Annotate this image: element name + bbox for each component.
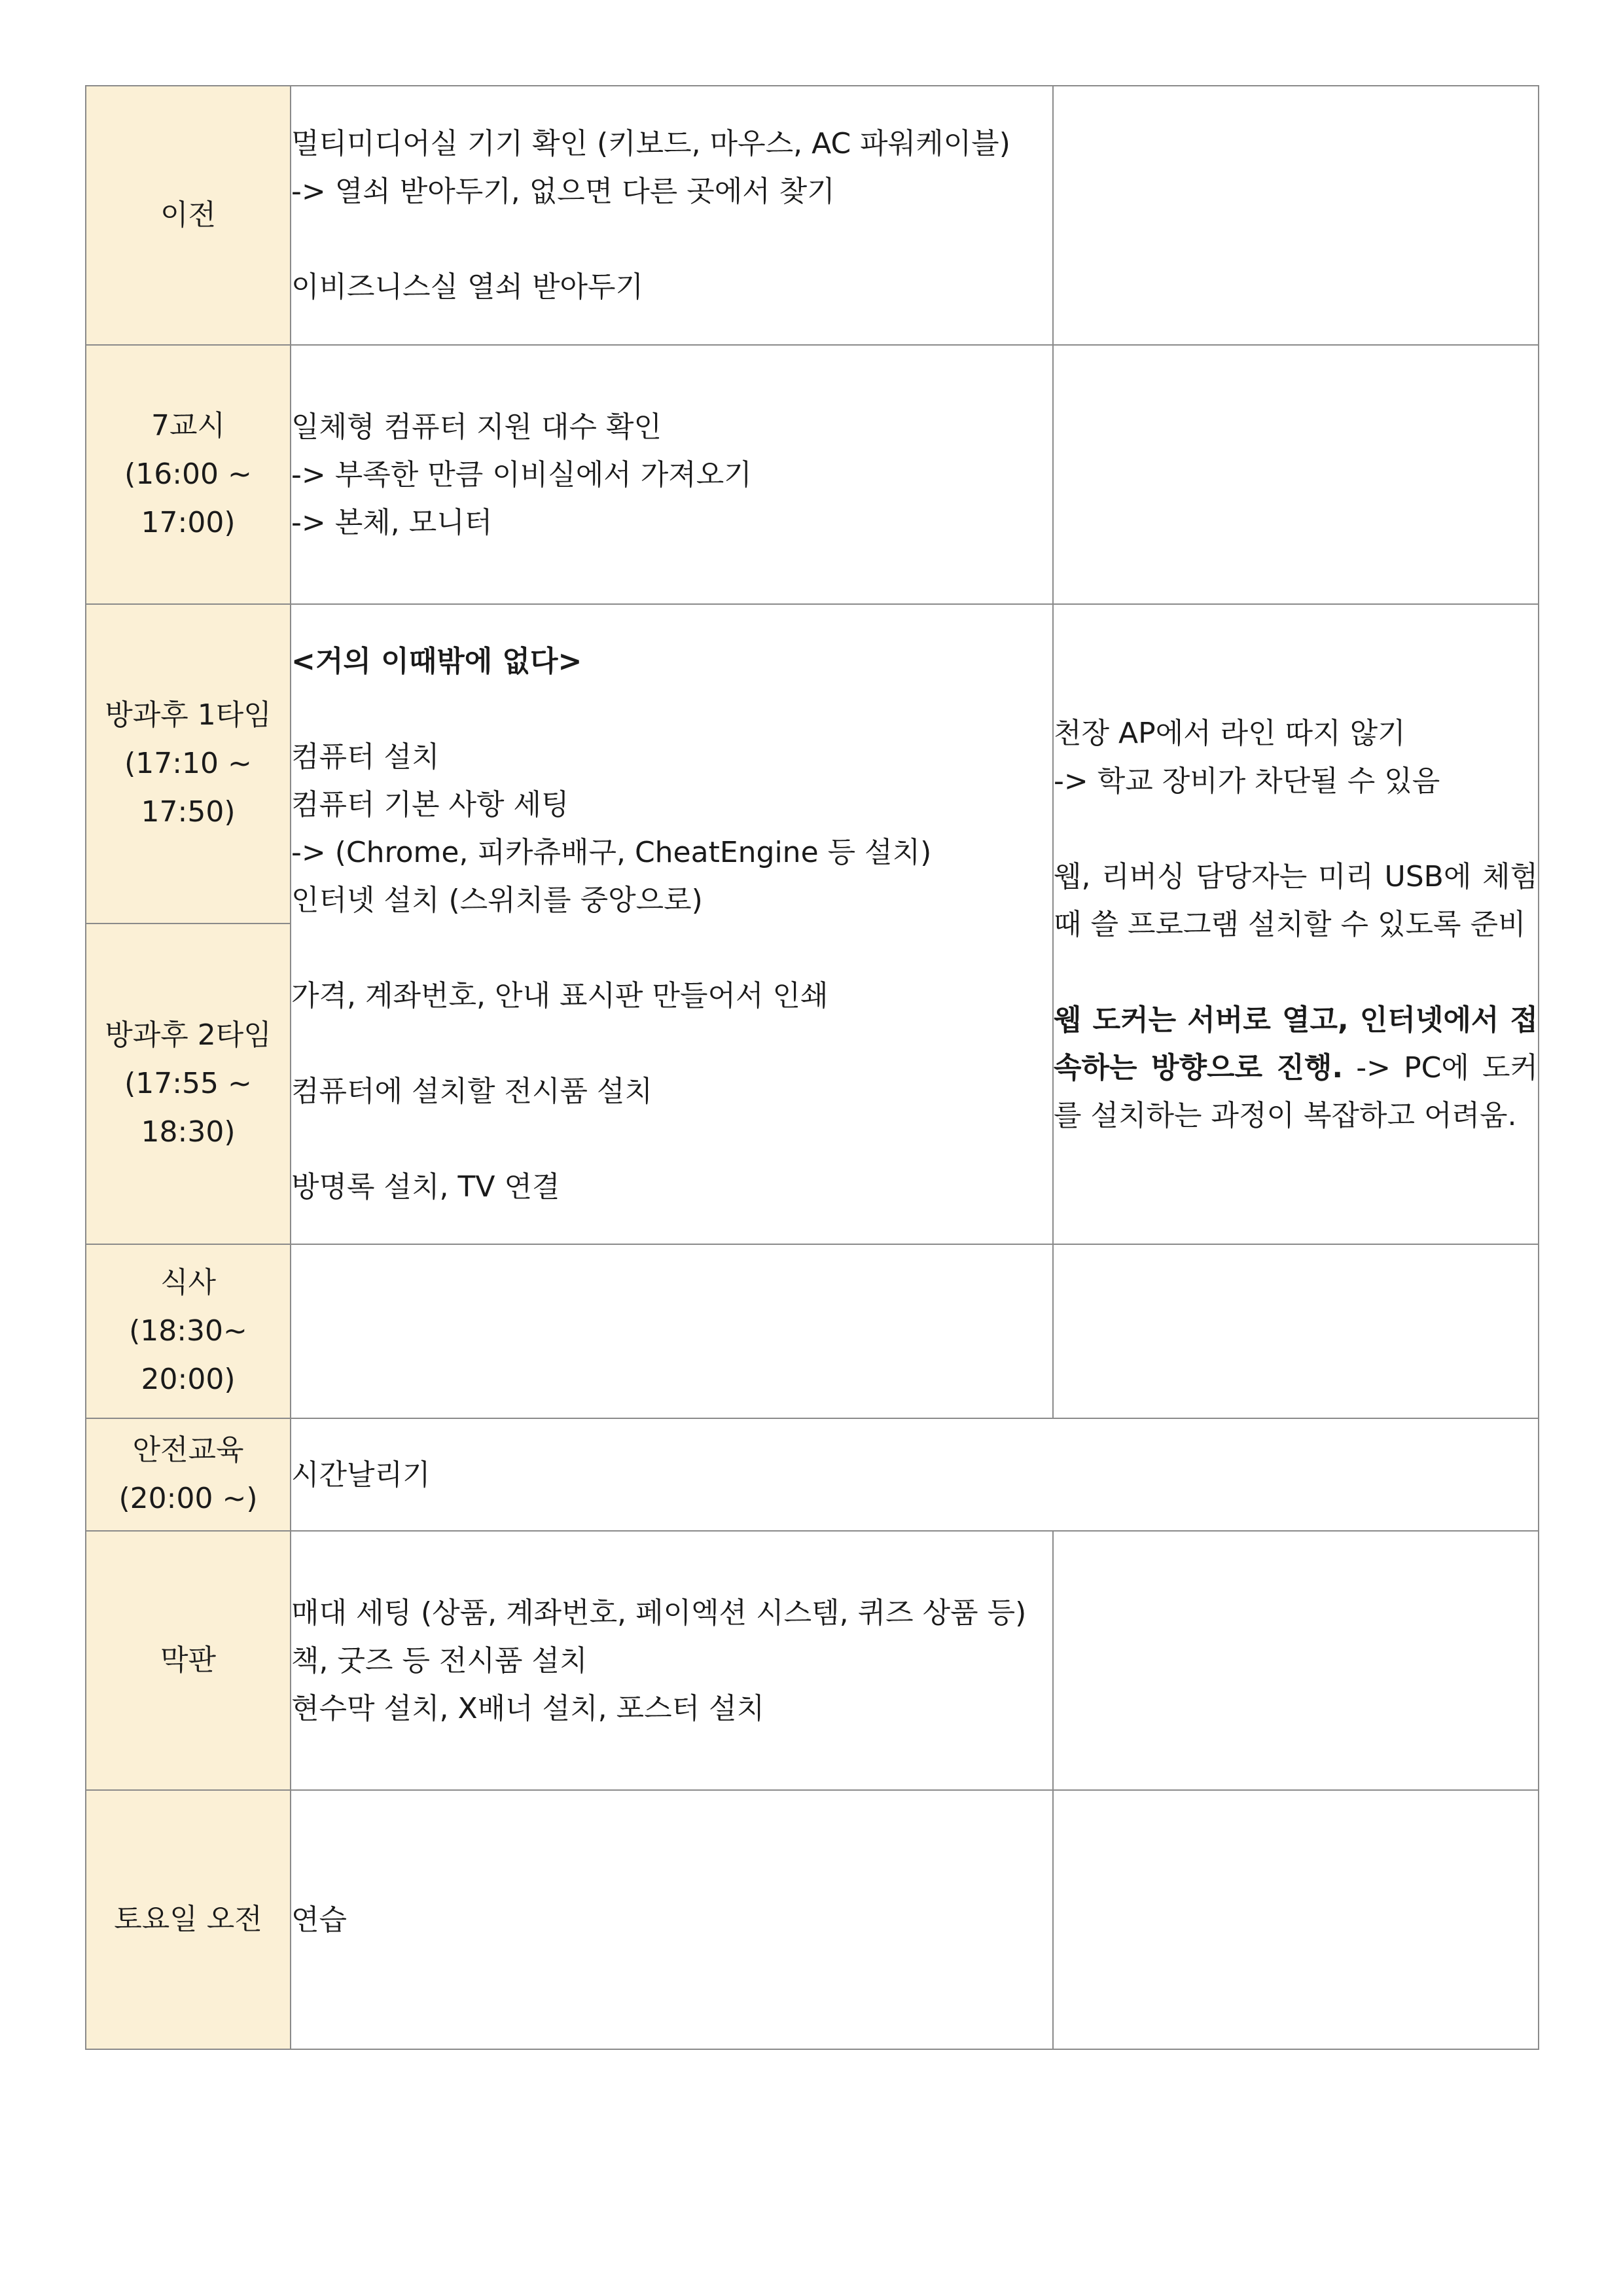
time-cell <box>86 604 291 924</box>
blank-line <box>291 1115 1052 1163</box>
time-cell <box>86 1790 291 2049</box>
note-line: 웹, 리버싱 담당자는 미리 USB에 체험 때 쓸 프로그램 설치할 수 있도록 준비 <box>1054 859 1547 941</box>
task-line: 책, 굿즈 등 전시품 설치 <box>291 1643 588 1677</box>
blank-line <box>1054 948 1538 996</box>
note-bold-text: 웹 도커는 서버로 열고, 인터넷에서 접속하는 방향으로 진행. <box>1054 1003 1538 1085</box>
note-line: 천장 AP에서 라인 따지 않기 <box>1054 716 1406 750</box>
task-line: -> 부족한 만큼 이비실에서 가져오기 <box>291 457 752 492</box>
note-cell <box>1053 1531 1539 1790</box>
task-cell <box>291 604 1053 1244</box>
time-range-start: (17:55 ~ <box>124 1067 252 1100</box>
task-cell <box>291 345 1053 604</box>
time-range: (20:00 ~) <box>118 1482 258 1515</box>
note-tail-text: -> PC에 도커를 설치하는 과정이 복잡하고 어려움. <box>1054 1050 1538 1132</box>
task-heading: <거의 이때밖에 없다> <box>291 645 582 678</box>
time-range-end: 17:50) <box>141 795 236 829</box>
table-row <box>86 1531 1539 1790</box>
blank-line <box>1054 805 1538 853</box>
time-cell <box>86 924 291 1244</box>
task-line: 일체형 컴퓨터 지원 대수 확인 <box>291 410 662 444</box>
task-line: 가격, 계좌번호, 안내 표시판 만들어서 인쇄 <box>291 979 829 1013</box>
time-cell <box>86 86 291 345</box>
time-cell <box>86 1418 291 1531</box>
task-line: 인터넷 설치 (스위치를 중앙으로) <box>291 884 703 917</box>
note-cell <box>1053 86 1539 345</box>
task-line: -> 열쇠 받아두기, 없으면 다른 곳에서 찾기 <box>291 175 835 208</box>
task-cell <box>291 1531 1053 1790</box>
time-label: 방과후 2타임 <box>105 1018 272 1052</box>
time-label: 토요일 오전 <box>114 1903 262 1936</box>
task-cell <box>291 1790 1053 2049</box>
time-range-start: (18:30~ <box>129 1314 247 1348</box>
note-paragraph <box>1054 996 1538 1139</box>
time-label: 안전교육 <box>132 1433 244 1467</box>
time-range-start: (16:00 ~ <box>124 457 252 491</box>
time-label: 방과후 1타임 <box>105 698 272 732</box>
note-line: -> 학교 장비가 차단될 수 있음 <box>1054 764 1440 798</box>
table-row <box>86 604 1539 924</box>
task-cell <box>291 1244 1053 1418</box>
blank-line <box>291 924 1052 972</box>
task-line: 연습 <box>291 1903 348 1937</box>
table-row <box>86 1244 1539 1418</box>
time-range-end: 17:00) <box>141 506 236 539</box>
table-row <box>86 1418 1539 1531</box>
note-cell <box>1053 1244 1539 1418</box>
time-range-start: (17:10 ~ <box>124 747 252 780</box>
task-line: 매대 세팅 (상품, 계좌번호, 페이엑션 시스템, 퀴즈 상품 등) <box>291 1596 1027 1630</box>
task-line: 멀티미디어실 기기 확인 (키보드, 마우스, AC 파워케이블) <box>291 127 1010 160</box>
task-line: 컴퓨터 설치 <box>291 740 440 774</box>
time-cell <box>86 345 291 604</box>
time-range-end: 18:30) <box>141 1115 236 1149</box>
time-label: 이전 <box>160 198 216 232</box>
task-line: 컴퓨터 기본 사항 세팅 <box>291 788 569 821</box>
blank-line <box>291 685 1052 733</box>
blank-line <box>291 1020 1052 1067</box>
task-line: -> (Chrome, 피카츄배구, CheatEngine 등 설치) <box>291 836 932 869</box>
blank-line <box>291 215 1052 263</box>
task-line: 컴퓨터에 설치할 전시품 설치 <box>291 1075 653 1108</box>
task-line: 이비즈니스실 열쇠 받아두기 <box>291 270 644 304</box>
schedule-table <box>85 85 1547 2050</box>
time-cell <box>86 1244 291 1418</box>
table-row <box>86 1790 1539 2049</box>
note-cell <box>1053 345 1539 604</box>
table-row <box>86 345 1539 604</box>
task-line: -> 본체, 모니터 <box>291 505 493 539</box>
task-cell <box>291 86 1053 345</box>
note-cell <box>1053 604 1547 1244</box>
task-line: 방명록 설치, TV 연결 <box>291 1170 560 1204</box>
time-label: 7교시 <box>151 409 225 442</box>
note-cell <box>1053 1790 1539 2049</box>
time-cell <box>86 1531 291 1790</box>
table-row <box>86 86 1539 345</box>
task-line: 시간날리기 <box>291 1458 431 1492</box>
task-line: 현수막 설치, X배너 설치, 포스터 설치 <box>291 1691 765 1725</box>
time-label: 식사 <box>160 1266 216 1299</box>
time-label: 막판 <box>160 1643 216 1677</box>
task-cell <box>291 1418 1539 1531</box>
time-range-end: 20:00) <box>141 1363 236 1396</box>
